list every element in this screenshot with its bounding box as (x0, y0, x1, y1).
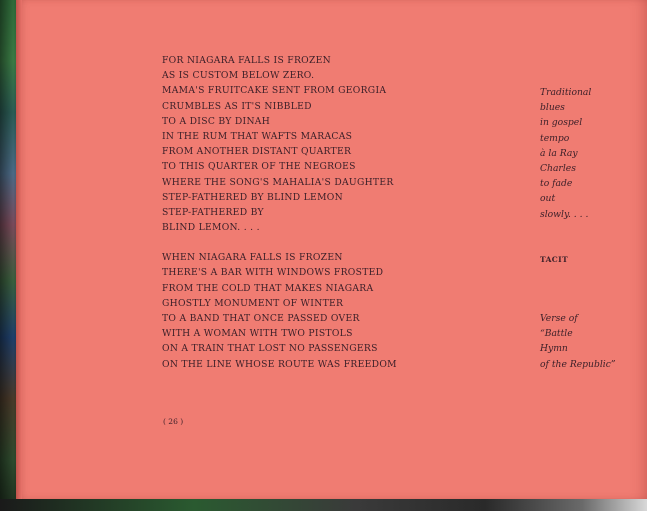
margin-note-line: Traditional (540, 87, 592, 98)
poem-line: WITH A WOMAN WITH TWO PISTOLS (162, 328, 353, 340)
poem-line: TO A BAND THAT ONCE PASSED OVER (162, 313, 360, 324)
poem-line: BLIND LEMON. . . . (162, 222, 260, 234)
margin-note-line: tempo (540, 132, 570, 144)
stanza-1 (162, 53, 397, 235)
poem-line: THERE'S A BAR WITH WINDOWS FROSTED (162, 267, 384, 279)
margin-note-1 (540, 85, 591, 222)
poem-line: ON A TRAIN THAT LOST NO PASSENGERS (162, 343, 378, 355)
poem-line: AS IS CUSTOM BELOW ZERO. (162, 70, 315, 82)
poem-line: MAMA'S FRUITCAKE SENT FROM GEORGIA (162, 85, 387, 97)
margin-note-line: Charles (540, 162, 576, 174)
margin-note-2 (540, 311, 616, 372)
poem-line: STEP-FATHERED BY BLIND LEMON (162, 191, 343, 203)
poem-line: WHERE THE SONG'S MAHALIA'S DAUGHTER (162, 176, 394, 188)
page-gutter (16, 0, 22, 499)
book-bottom-edge (0, 499, 647, 511)
margin-note-line: in gospel (540, 117, 583, 129)
page (16, 0, 647, 499)
margin-note-line: out (540, 193, 556, 205)
poem-line: CRUMBLES AS IT'S NIBBLED (162, 100, 312, 112)
poem-line: TO THIS QUARTER OF THE NEGROES (162, 161, 356, 173)
margin-note-line: blues (540, 102, 565, 114)
poem-line: ON THE LINE WHOSE ROUTE WAS FREEDOM (162, 358, 397, 370)
page-number: ( 26 ) (163, 417, 184, 426)
poem-line: GHOSTLY MONUMENT OF WINTER (162, 297, 344, 309)
poem-line: IN THE RUM THAT WAFTS MARACAS (162, 130, 353, 142)
margin-note-line: “Battle (540, 328, 573, 340)
poem-line: FROM ANOTHER DISTANT QUARTER (162, 146, 352, 158)
margin-note-line: slowly. . . . (540, 208, 589, 220)
poem-line: TO A DISC BY DINAH (162, 115, 271, 127)
margin-note-line: Hymn (540, 343, 568, 355)
margin-note-line: Verse of (540, 313, 578, 324)
stanza-break (162, 235, 397, 250)
margin-note-line: of the Republic” (540, 358, 616, 370)
margin-note-line: à la Ray (540, 147, 578, 159)
tacit-label: TACIT (540, 255, 569, 264)
poem-line: FROM THE COLD THAT MAKES NIAGARA (162, 282, 374, 294)
stanza-2 (162, 250, 397, 372)
poem-line: STEP-FATHERED BY (162, 206, 264, 218)
poem-line: FOR NIAGARA FALLS IS FROZEN (162, 55, 332, 66)
poem (162, 53, 397, 372)
margin-note-line: to fade (540, 178, 573, 190)
poem-line: WHEN NIAGARA FALLS IS FROZEN (162, 252, 343, 264)
